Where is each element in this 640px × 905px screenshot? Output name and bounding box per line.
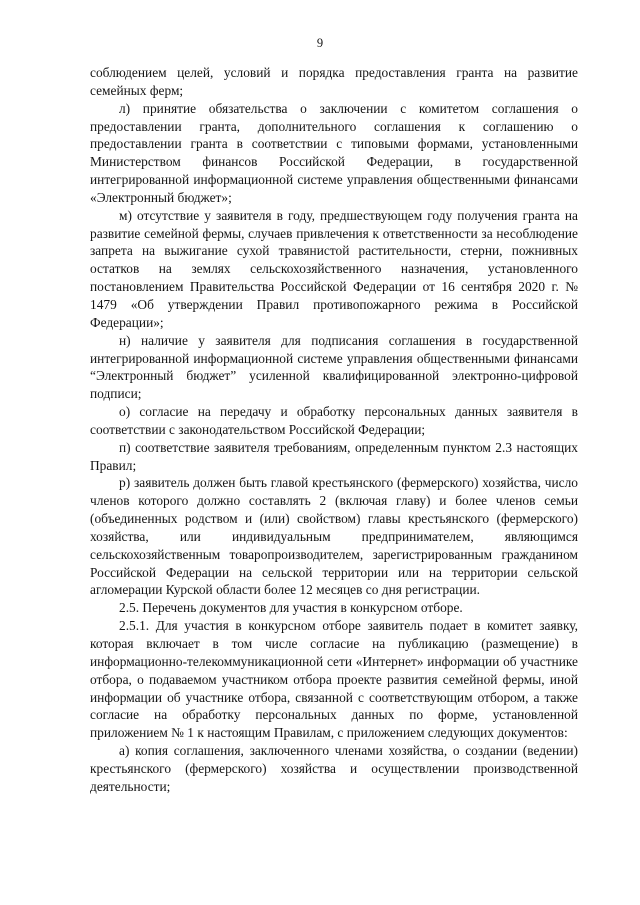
paragraph-item-n: н) наличие у заявителя для подписания соглашения в государственной интегрированной информационной системе управления общественными финансами “Электронный бюджет” усиленной квалифицированной электронно-цифровой подписи;: [90, 332, 578, 402]
paragraph-item-a: а) копия соглашения, заключенного членами хозяйства, о создании (ведении) крестьянского (фермерского) хозяйства и осуществлении производственной деятельности;: [90, 743, 578, 794]
paragraph-item-p: п) соответствие заявителя требованиям, определенным пунктом 2.3 настоящих Правил;: [90, 439, 578, 473]
document-body: [90, 64, 578, 796]
paragraph-item-o: о) согласие на передачу и обработку персональных данных заявителя в соответствии с законодательством Российской Федерации;: [90, 404, 578, 437]
paragraph-2-5-1: 2.5.1. Для участия в конкурсном отборе заявитель подает в комитет заявку, которая включает в том числе согласие на публикацию (размещение) в информационно-телекоммуникационной сети «Интернет» информации об участнике отбора, о подаваемом участником отбора проекте развития семейной фермы, иной информации об участнике отбора, связанной с соответствующим отбором, а также согласие на обработку персональных данных по форме, установленной приложением № 1 к настоящим Правилам, с приложением следующих документов:: [90, 618, 578, 741]
paragraph-item-m: м) отсутствие у заявителя в году, предшествующем году получения гранта на развитие семейной фермы, случаев привлечения к ответственности за несоблюдение запрета на выжигание сухой травянистой растительности, стерни, пожнивных остатков на землях сельскохозяйственного назначения, установленного постановлением Правительства Российской Федерации от 16 сентября 2020 г. № 1479 «Об утверждении Правил противопожарного режима в Российской Федерации»;: [90, 207, 578, 330]
page-number: 9: [316, 36, 324, 50]
paragraph-item-l: л) принятие обязательства о заключении с комитетом соглашения о предоставлении гранта, дополнительного соглашения к соглашению о предоставлении гранта в соответствии с типовыми формами, установленными Министерством финансов Российской Федерации, в государственной интегрированной информационной системе управления общественными финансами «Электронный бюджет»;: [90, 100, 578, 205]
paragraph-continuation: соблюдением целей, условий и порядка предоставления гранта на развитие семейных ферм;: [90, 65, 578, 98]
paragraph-item-r: р) заявитель должен быть главой крестьянского (фермерского) хозяйства, число членов которого должно составлять 2 (включая главу) и более членов семьи (объединенных родством и (или) свойством) главы крестьянского (фермерского) хозяйства, или индивидуальным предпринимателем, являющимся сельскохозяйственным товаропроизводителем, зарегистрированным гражданином Российской Федерации на сельской территории или на территории сельской агломерации Курской области более 12 месяцев со дня регистрации.: [90, 475, 578, 598]
section-heading-2-5: 2.5. Перечень документов для участия в конкурсном отборе.: [119, 600, 463, 616]
